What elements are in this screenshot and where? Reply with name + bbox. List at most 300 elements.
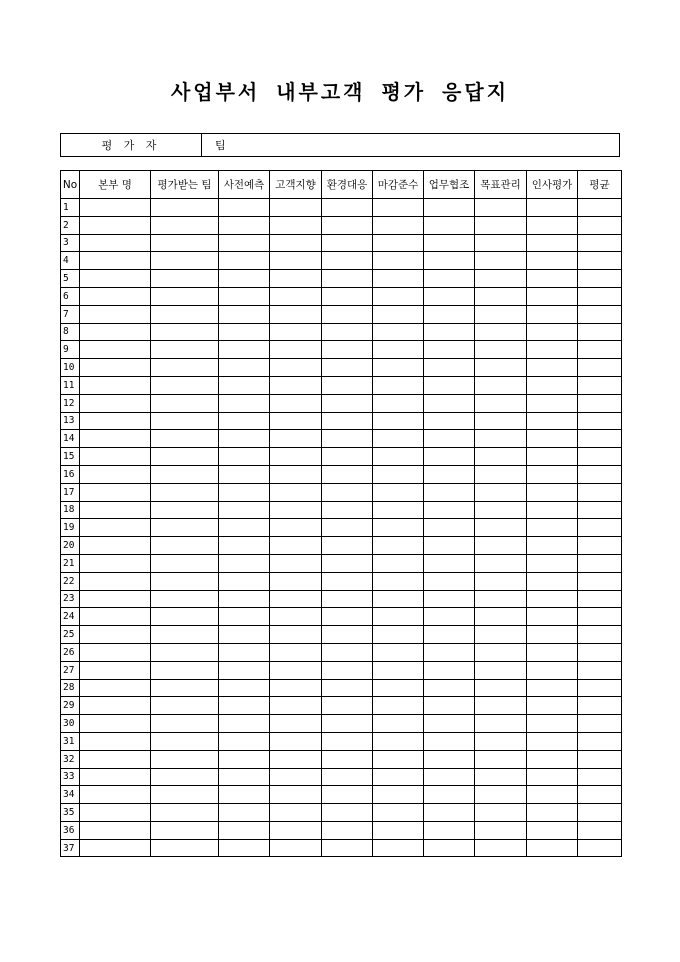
table-cell[interactable] (219, 786, 270, 804)
table-cell[interactable] (80, 661, 151, 679)
table-cell[interactable] (475, 821, 527, 839)
table-cell[interactable] (527, 359, 578, 377)
table-cell[interactable] (219, 234, 270, 252)
table-cell[interactable] (424, 715, 475, 733)
table-cell[interactable] (578, 501, 622, 519)
table-cell[interactable] (219, 839, 270, 857)
table-cell[interactable] (270, 341, 322, 359)
table-cell[interactable] (578, 821, 622, 839)
table-cell[interactable] (151, 786, 219, 804)
table-cell[interactable] (373, 839, 424, 857)
table-cell[interactable] (527, 323, 578, 341)
table-cell[interactable] (80, 643, 151, 661)
table-cell[interactable] (219, 287, 270, 305)
table-cell[interactable] (578, 608, 622, 626)
table-cell[interactable] (424, 323, 475, 341)
table-cell[interactable] (80, 376, 151, 394)
table-cell[interactable] (373, 537, 424, 555)
table-cell[interactable] (219, 465, 270, 483)
table-cell[interactable] (527, 448, 578, 466)
table-cell[interactable] (527, 287, 578, 305)
table-cell[interactable] (322, 376, 373, 394)
table-cell[interactable] (322, 554, 373, 572)
table-cell[interactable] (475, 412, 527, 430)
table-cell[interactable] (80, 394, 151, 412)
table-cell[interactable] (475, 465, 527, 483)
table-cell[interactable] (151, 430, 219, 448)
table-cell[interactable] (80, 697, 151, 715)
evaluator-team-field[interactable]: 팀 (215, 139, 226, 152)
table-cell[interactable] (270, 448, 322, 466)
table-cell[interactable] (219, 643, 270, 661)
table-cell[interactable] (219, 572, 270, 590)
table-cell[interactable] (424, 252, 475, 270)
table-cell[interactable] (373, 430, 424, 448)
table-cell[interactable] (527, 839, 578, 857)
table-cell[interactable] (373, 483, 424, 501)
table-cell[interactable] (373, 216, 424, 234)
table-cell[interactable] (80, 465, 151, 483)
table-cell[interactable] (322, 305, 373, 323)
table-cell[interactable] (475, 626, 527, 644)
table-cell[interactable] (270, 430, 322, 448)
table-cell[interactable] (151, 572, 219, 590)
table-cell[interactable] (424, 287, 475, 305)
table-cell[interactable] (151, 359, 219, 377)
table-cell[interactable] (578, 287, 622, 305)
table-cell[interactable] (219, 715, 270, 733)
table-cell[interactable] (373, 572, 424, 590)
table-cell[interactable] (578, 715, 622, 733)
table-cell[interactable] (270, 661, 322, 679)
table-cell[interactable] (424, 697, 475, 715)
table-cell[interactable] (424, 341, 475, 359)
table-cell[interactable] (424, 732, 475, 750)
table-cell[interactable] (219, 252, 270, 270)
table-cell[interactable] (578, 216, 622, 234)
table-cell[interactable] (80, 732, 151, 750)
table-cell[interactable] (270, 465, 322, 483)
table-cell[interactable] (219, 732, 270, 750)
table-cell[interactable] (475, 376, 527, 394)
table-cell[interactable] (151, 679, 219, 697)
table-cell[interactable] (424, 839, 475, 857)
table-cell[interactable] (475, 590, 527, 608)
table-cell[interactable] (475, 643, 527, 661)
table-cell[interactable] (270, 305, 322, 323)
table-cell[interactable] (322, 448, 373, 466)
table-cell[interactable] (527, 554, 578, 572)
table-cell[interactable] (424, 537, 475, 555)
table-cell[interactable] (151, 804, 219, 822)
table-cell[interactable] (527, 305, 578, 323)
table-cell[interactable] (80, 341, 151, 359)
table-cell[interactable] (219, 750, 270, 768)
table-cell[interactable] (527, 715, 578, 733)
table-cell[interactable] (527, 199, 578, 217)
table-cell[interactable] (424, 768, 475, 786)
table-cell[interactable] (80, 626, 151, 644)
table-cell[interactable] (270, 252, 322, 270)
table-cell[interactable] (270, 590, 322, 608)
table-cell[interactable] (578, 483, 622, 501)
table-cell[interactable] (151, 341, 219, 359)
table-cell[interactable] (527, 750, 578, 768)
table-cell[interactable] (219, 376, 270, 394)
table-cell[interactable] (578, 341, 622, 359)
table-cell[interactable] (80, 804, 151, 822)
table-cell[interactable] (270, 554, 322, 572)
table-cell[interactable] (578, 679, 622, 697)
table-cell[interactable] (527, 270, 578, 288)
table-cell[interactable] (424, 608, 475, 626)
table-cell[interactable] (578, 643, 622, 661)
table-cell[interactable] (151, 483, 219, 501)
table-cell[interactable] (424, 786, 475, 804)
table-cell[interactable] (373, 661, 424, 679)
table-cell[interactable] (373, 786, 424, 804)
table-cell[interactable] (322, 608, 373, 626)
table-cell[interactable] (151, 732, 219, 750)
table-cell[interactable] (219, 359, 270, 377)
table-cell[interactable] (270, 501, 322, 519)
table-cell[interactable] (219, 323, 270, 341)
table-cell[interactable] (151, 323, 219, 341)
table-cell[interactable] (424, 750, 475, 768)
table-cell[interactable] (270, 608, 322, 626)
table-cell[interactable] (475, 554, 527, 572)
table-cell[interactable] (322, 537, 373, 555)
table-cell[interactable] (424, 359, 475, 377)
table-cell[interactable] (219, 305, 270, 323)
table-cell[interactable] (270, 732, 322, 750)
table-cell[interactable] (578, 519, 622, 537)
table-cell[interactable] (270, 821, 322, 839)
table-cell[interactable] (219, 199, 270, 217)
table-cell[interactable] (270, 519, 322, 537)
table-cell[interactable] (219, 448, 270, 466)
table-cell[interactable] (475, 804, 527, 822)
table-cell[interactable] (322, 590, 373, 608)
table-cell[interactable] (475, 234, 527, 252)
table-cell[interactable] (219, 768, 270, 786)
table-cell[interactable] (527, 252, 578, 270)
table-cell[interactable] (270, 234, 322, 252)
table-cell[interactable] (578, 412, 622, 430)
table-cell[interactable] (80, 839, 151, 857)
table-cell[interactable] (373, 608, 424, 626)
table-cell[interactable] (578, 234, 622, 252)
table-cell[interactable] (219, 626, 270, 644)
table-cell[interactable] (424, 804, 475, 822)
table-cell[interactable] (80, 821, 151, 839)
table-cell[interactable] (527, 394, 578, 412)
table-cell[interactable] (219, 821, 270, 839)
table-cell[interactable] (80, 305, 151, 323)
table-cell[interactable] (322, 430, 373, 448)
table-cell[interactable] (424, 554, 475, 572)
table-cell[interactable] (527, 768, 578, 786)
table-cell[interactable] (322, 572, 373, 590)
table-cell[interactable] (80, 554, 151, 572)
table-cell[interactable] (475, 679, 527, 697)
table-cell[interactable] (373, 270, 424, 288)
table-cell[interactable] (373, 448, 424, 466)
table-cell[interactable] (373, 465, 424, 483)
table-cell[interactable] (527, 643, 578, 661)
table-cell[interactable] (270, 394, 322, 412)
table-cell[interactable] (373, 252, 424, 270)
table-cell[interactable] (151, 554, 219, 572)
table-cell[interactable] (578, 199, 622, 217)
table-cell[interactable] (322, 465, 373, 483)
table-cell[interactable] (373, 305, 424, 323)
table-cell[interactable] (373, 697, 424, 715)
table-cell[interactable] (527, 608, 578, 626)
table-cell[interactable] (270, 412, 322, 430)
table-cell[interactable] (219, 501, 270, 519)
table-cell[interactable] (80, 323, 151, 341)
table-cell[interactable] (80, 252, 151, 270)
table-cell[interactable] (475, 786, 527, 804)
table-cell[interactable] (527, 430, 578, 448)
table-cell[interactable] (322, 643, 373, 661)
table-cell[interactable] (80, 768, 151, 786)
table-cell[interactable] (475, 305, 527, 323)
table-cell[interactable] (373, 359, 424, 377)
table-cell[interactable] (219, 661, 270, 679)
table-cell[interactable] (270, 270, 322, 288)
table-cell[interactable] (80, 590, 151, 608)
table-cell[interactable] (527, 465, 578, 483)
table-cell[interactable] (219, 270, 270, 288)
table-cell[interactable] (475, 768, 527, 786)
table-cell[interactable] (270, 483, 322, 501)
table-cell[interactable] (151, 768, 219, 786)
table-cell[interactable] (270, 216, 322, 234)
table-cell[interactable] (270, 323, 322, 341)
table-cell[interactable] (424, 376, 475, 394)
table-cell[interactable] (527, 590, 578, 608)
table-cell[interactable] (424, 199, 475, 217)
table-cell[interactable] (322, 412, 373, 430)
table-cell[interactable] (80, 786, 151, 804)
table-cell[interactable] (373, 199, 424, 217)
table-cell[interactable] (322, 697, 373, 715)
table-cell[interactable] (578, 465, 622, 483)
table-cell[interactable] (80, 270, 151, 288)
table-cell[interactable] (80, 679, 151, 697)
table-cell[interactable] (151, 287, 219, 305)
table-cell[interactable] (80, 359, 151, 377)
table-cell[interactable] (475, 483, 527, 501)
table-cell[interactable] (80, 501, 151, 519)
table-cell[interactable] (475, 430, 527, 448)
table-cell[interactable] (475, 750, 527, 768)
table-cell[interactable] (578, 305, 622, 323)
table-cell[interactable] (219, 341, 270, 359)
table-cell[interactable] (373, 768, 424, 786)
table-cell[interactable] (475, 501, 527, 519)
table-cell[interactable] (527, 661, 578, 679)
table-cell[interactable] (80, 750, 151, 768)
table-cell[interactable] (527, 519, 578, 537)
table-cell[interactable] (475, 252, 527, 270)
table-cell[interactable] (475, 608, 527, 626)
table-cell[interactable] (578, 768, 622, 786)
table-cell[interactable] (151, 715, 219, 733)
table-cell[interactable] (151, 252, 219, 270)
table-cell[interactable] (373, 590, 424, 608)
table-cell[interactable] (151, 394, 219, 412)
table-cell[interactable] (80, 608, 151, 626)
table-cell[interactable] (151, 839, 219, 857)
table-cell[interactable] (424, 305, 475, 323)
table-cell[interactable] (80, 519, 151, 537)
table-cell[interactable] (80, 537, 151, 555)
table-cell[interactable] (527, 216, 578, 234)
table-cell[interactable] (578, 394, 622, 412)
table-cell[interactable] (475, 216, 527, 234)
table-cell[interactable] (151, 216, 219, 234)
table-cell[interactable] (373, 679, 424, 697)
table-cell[interactable] (219, 679, 270, 697)
table-cell[interactable] (424, 821, 475, 839)
table-cell[interactable] (373, 732, 424, 750)
table-cell[interactable] (219, 804, 270, 822)
table-cell[interactable] (80, 715, 151, 733)
table-cell[interactable] (424, 679, 475, 697)
table-cell[interactable] (270, 804, 322, 822)
table-cell[interactable] (151, 448, 219, 466)
table-cell[interactable] (322, 626, 373, 644)
table-cell[interactable] (80, 448, 151, 466)
table-cell[interactable] (475, 732, 527, 750)
table-cell[interactable] (80, 234, 151, 252)
table-cell[interactable] (219, 483, 270, 501)
table-cell[interactable] (578, 572, 622, 590)
table-cell[interactable] (219, 537, 270, 555)
table-cell[interactable] (373, 554, 424, 572)
table-cell[interactable] (151, 608, 219, 626)
table-cell[interactable] (475, 519, 527, 537)
table-cell[interactable] (270, 572, 322, 590)
table-cell[interactable] (373, 715, 424, 733)
table-cell[interactable] (322, 199, 373, 217)
table-cell[interactable] (151, 234, 219, 252)
table-cell[interactable] (578, 750, 622, 768)
table-cell[interactable] (151, 305, 219, 323)
table-cell[interactable] (151, 643, 219, 661)
table-cell[interactable] (527, 732, 578, 750)
table-cell[interactable] (270, 697, 322, 715)
table-cell[interactable] (151, 270, 219, 288)
table-cell[interactable] (151, 519, 219, 537)
table-cell[interactable] (322, 750, 373, 768)
table-cell[interactable] (322, 501, 373, 519)
table-cell[interactable] (578, 537, 622, 555)
table-cell[interactable] (578, 252, 622, 270)
table-cell[interactable] (527, 501, 578, 519)
table-cell[interactable] (527, 483, 578, 501)
table-cell[interactable] (578, 804, 622, 822)
table-cell[interactable] (475, 572, 527, 590)
table-cell[interactable] (373, 412, 424, 430)
table-cell[interactable] (151, 821, 219, 839)
table-cell[interactable] (270, 768, 322, 786)
table-cell[interactable] (219, 430, 270, 448)
table-cell[interactable] (527, 786, 578, 804)
table-cell[interactable] (322, 359, 373, 377)
table-cell[interactable] (578, 323, 622, 341)
table-cell[interactable] (527, 537, 578, 555)
table-cell[interactable] (578, 661, 622, 679)
table-cell[interactable] (322, 216, 373, 234)
table-cell[interactable] (424, 412, 475, 430)
table-cell[interactable] (475, 839, 527, 857)
table-cell[interactable] (578, 590, 622, 608)
table-cell[interactable] (424, 590, 475, 608)
table-cell[interactable] (475, 394, 527, 412)
table-cell[interactable] (270, 537, 322, 555)
table-cell[interactable] (322, 483, 373, 501)
table-cell[interactable] (322, 270, 373, 288)
table-cell[interactable] (219, 412, 270, 430)
table-cell[interactable] (475, 323, 527, 341)
table-cell[interactable] (322, 732, 373, 750)
table-cell[interactable] (578, 697, 622, 715)
table-cell[interactable] (373, 643, 424, 661)
table-cell[interactable] (322, 519, 373, 537)
table-cell[interactable] (578, 359, 622, 377)
table-cell[interactable] (270, 359, 322, 377)
table-cell[interactable] (578, 448, 622, 466)
table-cell[interactable] (424, 643, 475, 661)
table-cell[interactable] (151, 465, 219, 483)
table-cell[interactable] (475, 537, 527, 555)
table-cell[interactable] (475, 287, 527, 305)
table-cell[interactable] (151, 750, 219, 768)
table-cell[interactable] (424, 661, 475, 679)
table-cell[interactable] (475, 359, 527, 377)
table-cell[interactable] (322, 341, 373, 359)
table-cell[interactable] (219, 394, 270, 412)
table-cell[interactable] (270, 839, 322, 857)
table-cell[interactable] (424, 270, 475, 288)
table-cell[interactable] (322, 287, 373, 305)
table-cell[interactable] (424, 394, 475, 412)
table-cell[interactable] (270, 199, 322, 217)
table-cell[interactable] (322, 839, 373, 857)
table-cell[interactable] (475, 715, 527, 733)
table-cell[interactable] (527, 697, 578, 715)
table-cell[interactable] (80, 287, 151, 305)
table-cell[interactable] (151, 626, 219, 644)
table-cell[interactable] (151, 199, 219, 217)
table-cell[interactable] (322, 821, 373, 839)
table-cell[interactable] (219, 519, 270, 537)
table-cell[interactable] (219, 697, 270, 715)
table-cell[interactable] (270, 626, 322, 644)
table-cell[interactable] (322, 661, 373, 679)
table-cell[interactable] (322, 252, 373, 270)
table-cell[interactable] (270, 750, 322, 768)
table-cell[interactable] (424, 501, 475, 519)
table-cell[interactable] (373, 341, 424, 359)
table-cell[interactable] (151, 412, 219, 430)
table-cell[interactable] (475, 697, 527, 715)
table-cell[interactable] (219, 608, 270, 626)
